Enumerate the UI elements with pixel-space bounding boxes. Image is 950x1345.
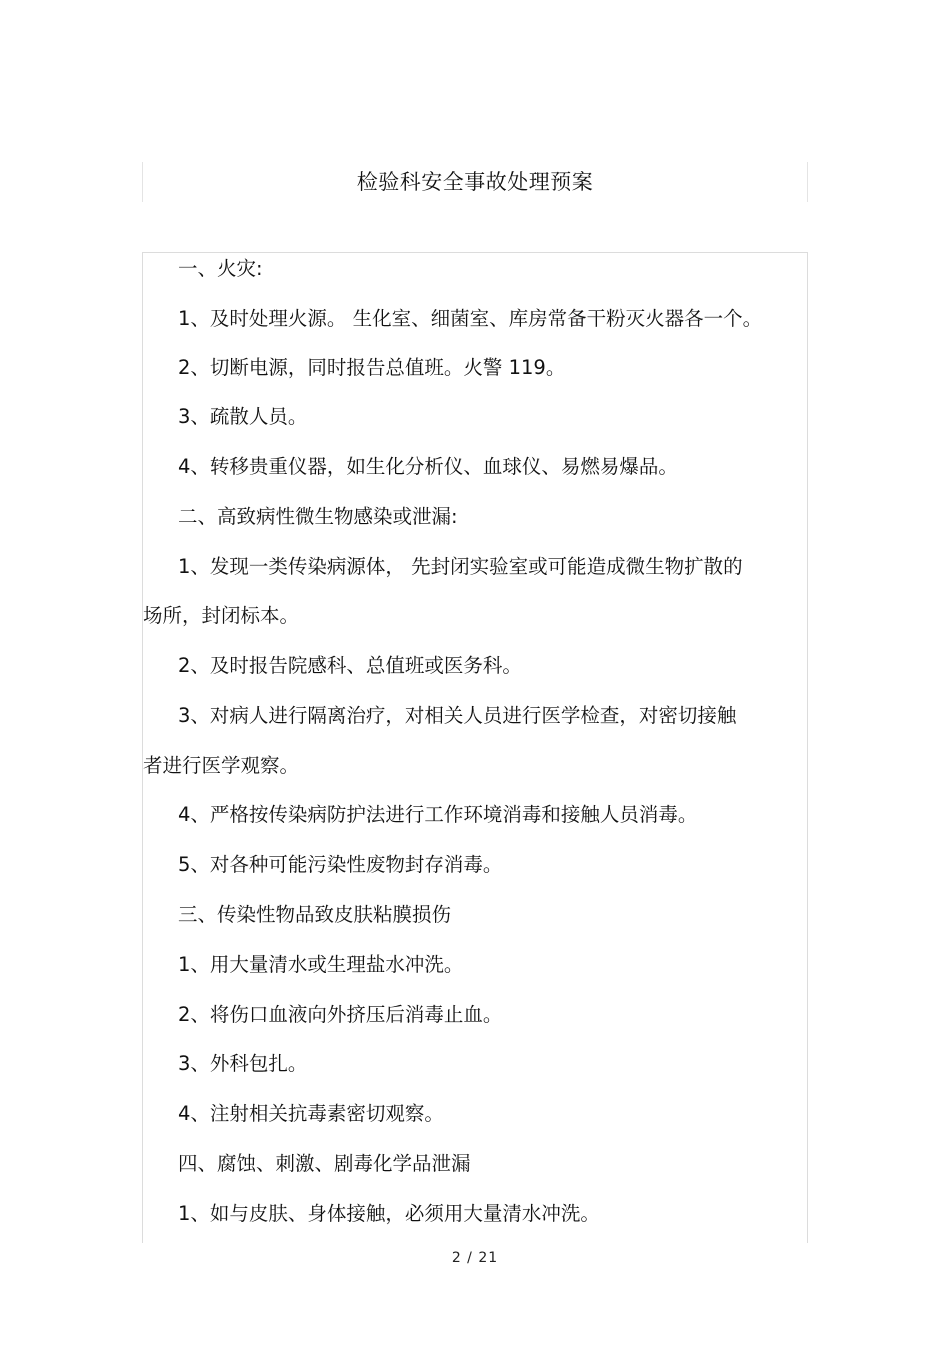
body-line-continuation: 者进行医学观察。 — [143, 754, 300, 777]
body-line: 4、严格按传染病防护法进行工作环境消毒和接触人员消毒。 — [178, 803, 698, 826]
title-frame — [142, 162, 808, 202]
body-line: 1、及时处理火源。 生化室、细菌室、库房常备干粉灭火器各一个。 — [178, 307, 763, 330]
body-line: 1、发现一类传染病源体， 先封闭实验室或可能造成微生物扩散的 — [178, 555, 743, 578]
body-line-continuation: 场所，封闭标本。 — [143, 604, 300, 627]
document-title: 检验科安全事故处理预案 — [356, 170, 594, 194]
body-line: 1、如与皮肤、身体接触，必须用大量清水冲洗。 — [178, 1202, 600, 1225]
section-heading: 二、高致病性微生物感染或泄漏: — [178, 505, 458, 528]
body-line: 3、疏散人员。 — [178, 405, 308, 428]
body-line: 3、外科包扎。 — [178, 1052, 308, 1075]
section-heading: 三、传染性物品致皮肤粘膜损伤 — [178, 903, 452, 926]
section-heading: 四、腐蚀、刺激、剧毒化学品泄漏 — [178, 1152, 471, 1175]
body-line: 2、将伤口血液向外挤压后消毒止血。 — [178, 1003, 503, 1026]
body-line: 5、对各种可能污染性废物封存消毒。 — [178, 853, 503, 876]
body-line: 4、转移贵重仪器，如生化分析仪、血球仪、易燃易爆品。 — [178, 455, 678, 478]
body-line: 4、注射相关抗毒素密切观察。 — [178, 1102, 444, 1125]
body-line: 2、切断电源，同时报告总值班。火警 119。 — [178, 356, 566, 379]
body-line: 3、对病人进行隔离治疗，对相关人员进行医学检查，对密切接触 — [178, 704, 737, 727]
document-body — [142, 252, 808, 1243]
page-number: 2 / 21 — [451, 1250, 499, 1266]
body-line: 2、及时报告院感科、总值班或医务科。 — [178, 654, 522, 677]
section-heading: 一、火灾: — [178, 257, 263, 280]
body-line: 1、用大量清水或生理盐水冲洗。 — [178, 953, 464, 976]
